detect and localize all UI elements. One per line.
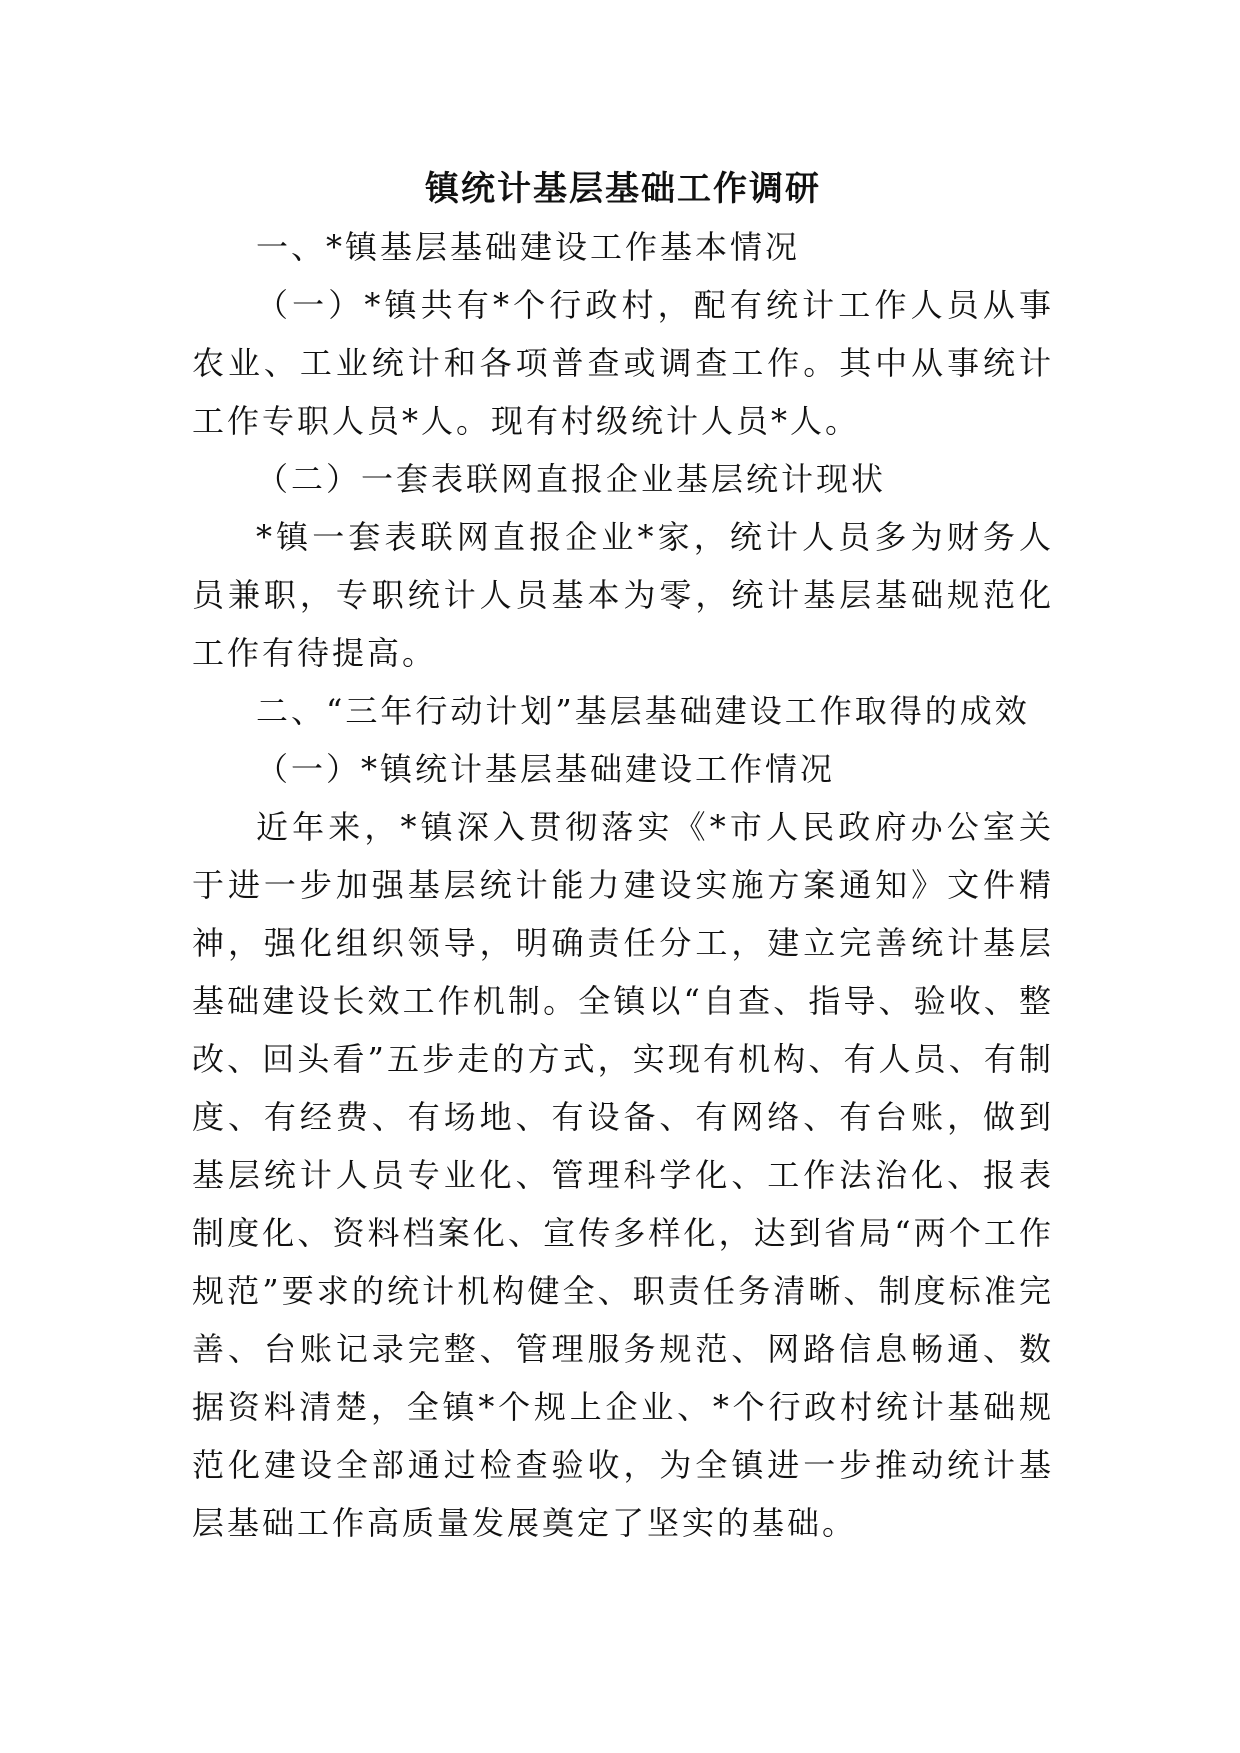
section-heading-2: 二、“三年行动计划”基层基础建设工作取得的成效	[256, 692, 1030, 730]
subsection-heading-2: （二）一套表联网直报企业基层统计现状	[256, 460, 887, 498]
paragraph-village-staff: （一）*镇共有*个行政村，配有统计工作人员从事农业、工业统计和各项普查或调查工作。其中从事统计工作专职人员*人。现有村级统计人员*人。	[192, 286, 1054, 440]
section-heading-1: 一、*镇基层基础建设工作基本情况	[256, 228, 801, 266]
paragraph-achievements: 近年来，*镇深入贯彻落实《*市人民政府办公室关于进一步加强基层统计能力建设实施方案通知》文件精神，强化组织领导，明确责任分工，建立完善统计基层基础建设长效工作机制。全镇以“自查、指导、验收、整改、回头看”五步走的方式，实现有机构、有人员、有制度、有经费、有场地、有设备、有网络、有台账，做到基层统计人员专业化、管理科学化、工作法治化、报表制度化、资料档案化、宣传多样化，达到省局“两个工作规范”要求的统计机构健全、职责任务清晰、制度标准完善、台账记录完整、管理服务规范、网路信息畅通、数据资料清楚，全镇*个规上企业、*个行政村统计基础规范化建设全部通过检查验收，为全镇进一步推动统计基层基础工作高质量发展奠定了坚实的基础。	[192, 808, 1054, 1542]
subsection-heading-1: （一）*镇统计基层基础建设工作情况	[256, 750, 836, 788]
document-body	[192, 160, 1054, 1552]
paragraph-enterprise-status: *镇一套表联网直报企业*家，统计人员多为财务人员兼职，专职统计人员基本为零，统计基层基础规范化工作有待提高。	[192, 518, 1054, 672]
document-title: 镇统计基层基础工作调研	[425, 169, 821, 209]
